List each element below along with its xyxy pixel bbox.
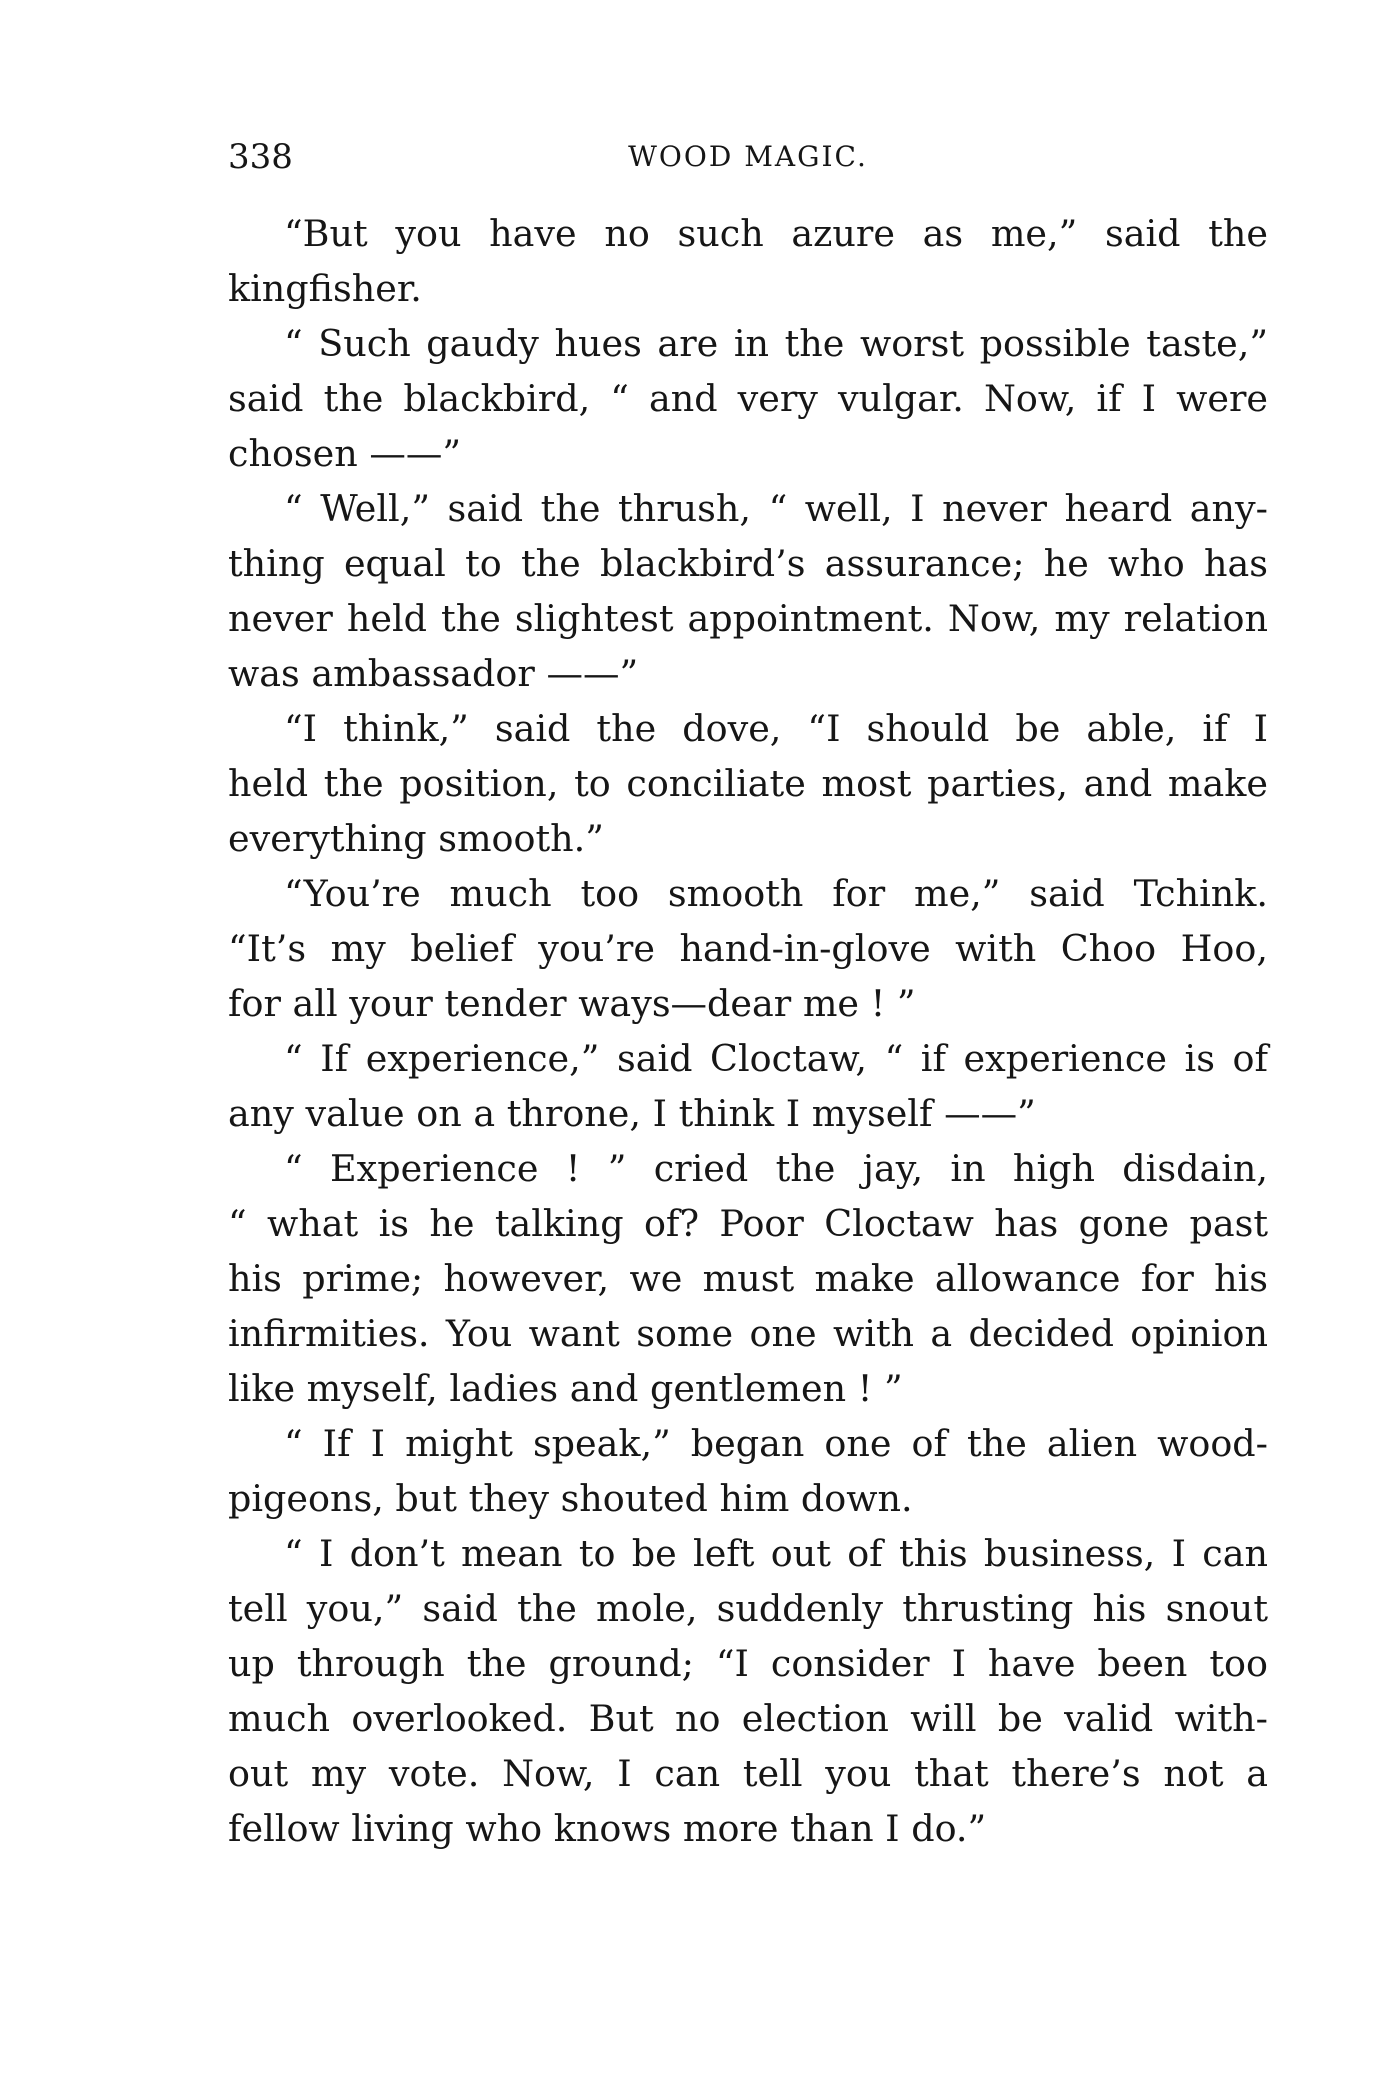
text-line: “But you have no such azure as me,” said the <box>284 212 1268 255</box>
text-line: was ambassador ——” <box>228 652 639 695</box>
text-line: “ If experience,” said Cloctaw, “ if experience is of <box>284 1037 1268 1080</box>
text-line: held the position, to conciliate most parties, and make <box>228 762 1268 805</box>
text-line: kingfisher. <box>228 267 422 310</box>
text-line: for all your tender ways—dear me ! ” <box>228 982 916 1025</box>
text-line: infirmities. You want some one with a decided opinion <box>228 1312 1268 1355</box>
text-line: “ I don’t mean to be left out of this business, I can <box>284 1532 1268 1575</box>
text-line: tell you,” said the mole, suddenly thrusting his snout <box>228 1587 1268 1630</box>
page-number: 338 <box>228 137 293 177</box>
text-line: his prime; however, we must make allowance for his <box>228 1257 1268 1300</box>
text-line: pigeons, but they shouted him down. <box>228 1477 913 1520</box>
text-line: “ Experience ! ” cried the jay, in high disdain, <box>284 1147 1268 1190</box>
text-line: out my vote. Now, I can tell you that there’s not a <box>228 1752 1268 1795</box>
text-line: “ Well,” said the thrush, “ well, I never heard any- <box>284 487 1268 530</box>
text-line: “I think,” said the dove, “I should be able, if I <box>284 707 1268 750</box>
running-head: WOOD MAGIC. <box>628 140 868 173</box>
text-line: “It’s my belief you’re hand-in-glove with Choo Hoo, <box>228 927 1268 970</box>
text-line: “ what is he talking of? Poor Cloctaw has gone past <box>228 1202 1268 1245</box>
body-text <box>228 206 1268 1856</box>
text-line: chosen ——” <box>228 432 462 475</box>
text-line: like myself, ladies and gentlemen ! ” <box>228 1367 903 1410</box>
text-line: “ Such gaudy hues are in the worst possible taste,” <box>284 322 1268 365</box>
text-line: said the blackbird, “ and very vulgar. Now, if I were <box>228 377 1268 420</box>
text-line: never held the slightest appointment. Now, my relation <box>228 597 1268 640</box>
text-line: up through the ground; “I consider I have been too <box>228 1642 1268 1685</box>
text-line: “You’re much too smooth for me,” said Tchink. <box>284 872 1268 915</box>
text-line: thing equal to the blackbird’s assurance; he who has <box>228 542 1268 585</box>
text-line: everything smooth.” <box>228 817 604 860</box>
text-line: fellow living who knows more than I do.” <box>228 1807 987 1850</box>
text-line: any value on a throne, I think I myself ——” <box>228 1092 1036 1135</box>
text-line: “ If I might speak,” began one of the alien wood- <box>284 1422 1268 1465</box>
text-line: much overlooked. But no election will be valid with- <box>228 1697 1268 1740</box>
page-header <box>228 132 1268 182</box>
